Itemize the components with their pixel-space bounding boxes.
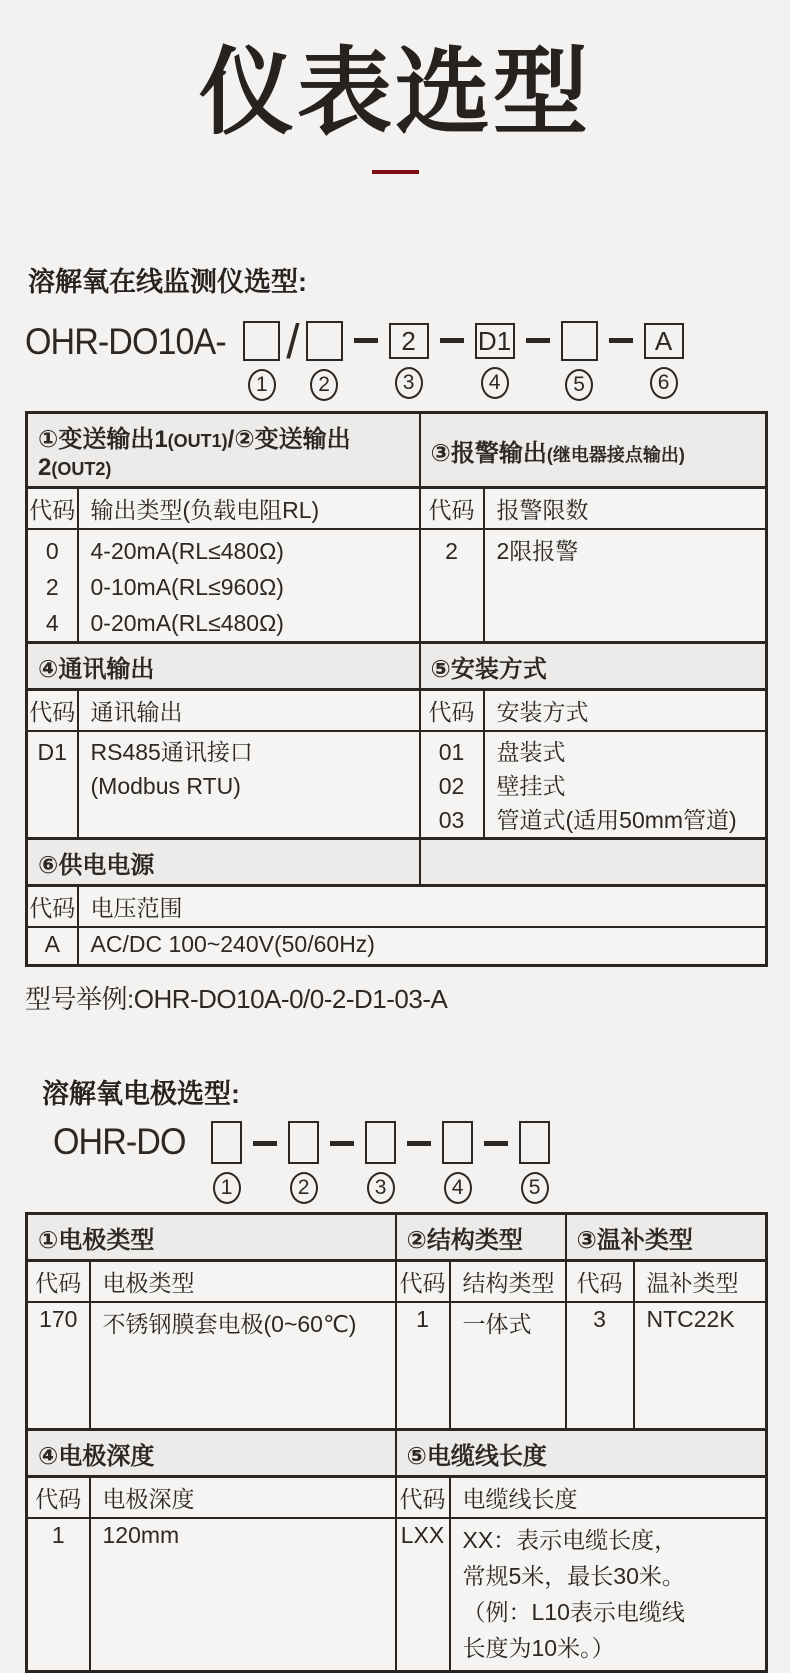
- electrode-slot-2-number: 2: [290, 1172, 318, 1204]
- section-header-alarm: [420, 413, 767, 488]
- code-header: 代码: [420, 690, 484, 732]
- dash-separator: [354, 338, 378, 343]
- code-value: 01: [438, 739, 465, 766]
- desc-header: 报警限数: [484, 488, 767, 530]
- code-header: 代码: [566, 1260, 634, 1302]
- power-desc: AC/DC 100~240V(50/60Hz): [78, 927, 767, 965]
- structure-type-code: 1: [396, 1302, 450, 1430]
- model-slot-5: [561, 321, 598, 401]
- code-header: 代码: [27, 1477, 90, 1519]
- alarm-title: ③报警输出: [430, 440, 547, 468]
- model-slot-1: [243, 321, 280, 401]
- model-slot-6: [644, 321, 684, 399]
- electrode-slot-4: [442, 1121, 473, 1204]
- desc-line: （例：L10表示电缆线: [462, 1599, 685, 1626]
- monitor-spec-table: [25, 411, 768, 967]
- desc-value: 管道式(适用50mm管道): [496, 807, 737, 834]
- desc-header: 通讯输出: [78, 690, 420, 732]
- model-slot-5-box: [561, 321, 598, 361]
- desc-value: 0-10mA(RL≤960Ω): [90, 574, 284, 601]
- model-slot-6-box: A: [644, 323, 684, 359]
- alarm-codes: [420, 529, 484, 643]
- desc-line: 长度为10米。）: [462, 1635, 615, 1662]
- comm-codes: [27, 731, 78, 839]
- electrode-slot-5-number: 5: [521, 1172, 549, 1204]
- electrode-type-desc: 不锈钢膜套电极(0~60℃): [90, 1302, 396, 1430]
- model-slot-4-number: 4: [481, 367, 509, 399]
- tempcomp-type-desc: NTC22K: [634, 1302, 767, 1430]
- desc-header: 输出类型(负载电阻RL): [78, 488, 420, 530]
- electrode-model-code-line: [53, 1121, 790, 1204]
- electrode-type-code: 170: [27, 1302, 90, 1430]
- monitor-model-code-line: [25, 316, 790, 401]
- desc-header: 结构类型: [450, 1260, 566, 1302]
- electrode-slot-1-box: [211, 1121, 242, 1164]
- electrode-slot-5-box: [519, 1121, 550, 1164]
- model-slot-6-number: 6: [650, 367, 678, 399]
- model-slot-1-number: 1: [248, 369, 276, 401]
- out2-small: (OUT2): [51, 459, 112, 480]
- desc-line: XX：表示电缆长度，: [462, 1527, 678, 1554]
- code-header: 代码: [396, 1477, 450, 1519]
- desc-value: 2限报警: [496, 538, 579, 565]
- tempcomp-type-code: 3: [566, 1302, 634, 1430]
- electrode-slot-3-number: 3: [367, 1172, 395, 1204]
- desc-header: 电缆线长度: [450, 1477, 767, 1519]
- dash-separator: [407, 1141, 431, 1146]
- desc-header: 温补类型: [634, 1260, 767, 1302]
- model-example: 型号举例:OHR-DO10A-0/0-2-D1-03-A: [25, 983, 448, 1014]
- electrode-depth-code: 1: [27, 1518, 90, 1671]
- model-slot-4: [475, 321, 515, 399]
- code-value: 2: [445, 538, 458, 565]
- electrode-model-prefix: OHR-DO: [53, 1120, 186, 1162]
- mount-descs: [484, 731, 767, 839]
- electrode-slot-4-box: [442, 1121, 473, 1164]
- section-header-tempcomp-type: ③温补类型: [566, 1213, 767, 1260]
- electrode-slot-3-box: [365, 1121, 396, 1164]
- out12-descs: [78, 529, 420, 643]
- desc-header: 电压范围: [78, 886, 767, 928]
- code-value: D1: [37, 739, 67, 766]
- code-value: 4: [45, 610, 59, 637]
- code-header: 代码: [27, 1260, 90, 1302]
- monitor-model-prefix: OHR-DO10A-: [25, 321, 226, 363]
- out2-title: /②变送输出2: [38, 426, 351, 482]
- cable-length-desc: [450, 1518, 767, 1671]
- desc-header: 电极深度: [90, 1477, 396, 1519]
- electrode-slot-2: [288, 1121, 319, 1204]
- code-header: 代码: [27, 690, 78, 732]
- code-header: 代码: [420, 488, 484, 530]
- section-header-mount: ⑤安装方式: [420, 643, 767, 690]
- code-value: 02: [438, 773, 465, 800]
- model-slot-2-box: [306, 321, 343, 361]
- dash-separator: [484, 1141, 508, 1146]
- desc-value: (Modbus RTU): [90, 773, 241, 800]
- page-title: 仪表选型: [198, 40, 591, 146]
- electrode-selection-heading: 溶解氧电极选型:: [42, 1078, 240, 1109]
- section-header-electrode-depth: ④电极深度: [27, 1430, 396, 1477]
- comm-descs: [78, 731, 420, 839]
- desc-value: 4-20mA(RL≤480Ω): [90, 538, 284, 565]
- code-value: 03: [438, 807, 465, 834]
- power-code: A: [27, 927, 78, 965]
- section-header-structure-type: ②结构类型: [396, 1213, 566, 1260]
- code-value: 2: [45, 574, 59, 601]
- desc-header: 安装方式: [484, 690, 767, 732]
- section-header-power-empty: [420, 839, 767, 886]
- model-slot-3-box: 2: [389, 323, 429, 359]
- structure-type-desc: 一体式: [450, 1302, 566, 1430]
- desc-value: 盘装式: [496, 739, 566, 766]
- model-slot-2: [306, 321, 343, 401]
- dash-separator: [609, 338, 633, 343]
- monitor-selection-heading: 溶解氧在线监测仪选型:: [28, 267, 307, 298]
- model-slot-5-number: 5: [565, 369, 593, 401]
- desc-value: 0-20mA(RL≤480Ω): [90, 610, 284, 637]
- dash-separator: [440, 338, 464, 343]
- code-header: 代码: [27, 886, 78, 928]
- electrode-slot-4-number: 4: [444, 1172, 472, 1204]
- model-slot-3: [389, 321, 429, 399]
- model-slot-2-number: 2: [310, 369, 338, 401]
- electrode-slot-5: [519, 1121, 550, 1204]
- section-header-cable-length: ⑤电缆线长度: [396, 1430, 767, 1477]
- alarm-title-small: (继电器接点输出): [546, 445, 685, 466]
- electrode-depth-desc: 120mm: [90, 1518, 396, 1671]
- code-header: 代码: [396, 1260, 450, 1302]
- dash-separator: [330, 1141, 354, 1146]
- electrode-slot-1: [211, 1121, 242, 1204]
- model-slot-1-box: [243, 321, 280, 361]
- electrode-slot-1-number: 1: [213, 1172, 241, 1204]
- desc-line: 常规5米，最长30米。: [462, 1563, 685, 1590]
- electrode-slot-3: [365, 1121, 396, 1204]
- electrode-spec-table: [25, 1212, 768, 1673]
- dash-separator: [253, 1141, 277, 1146]
- section-header-power: ⑥供电电源: [27, 839, 420, 886]
- out1-small: (OUT1): [167, 431, 228, 452]
- section-header-out12: [27, 413, 420, 488]
- code-header: 代码: [27, 488, 78, 530]
- alarm-descs: [484, 529, 767, 643]
- section-header-comm: ④通讯输出: [27, 643, 420, 690]
- mount-codes: [420, 731, 484, 839]
- out12-codes: [27, 529, 78, 643]
- code-value: 0: [45, 538, 59, 565]
- desc-value: RS485通讯接口: [90, 739, 253, 766]
- desc-header: 电极类型: [90, 1260, 396, 1302]
- electrode-slot-2-box: [288, 1121, 319, 1164]
- desc-value: 壁挂式: [496, 773, 566, 800]
- slash-separator: /: [286, 316, 300, 370]
- model-slot-4-box: D1: [475, 323, 515, 359]
- dash-separator: [526, 338, 550, 343]
- section-header-electrode-type: ①电极类型: [27, 1213, 396, 1260]
- out1-title: ①变送输出1: [38, 426, 168, 454]
- title-underline-divider: [372, 170, 419, 174]
- model-slot-3-number: 3: [395, 367, 423, 399]
- cable-length-code: LXX: [396, 1518, 450, 1671]
